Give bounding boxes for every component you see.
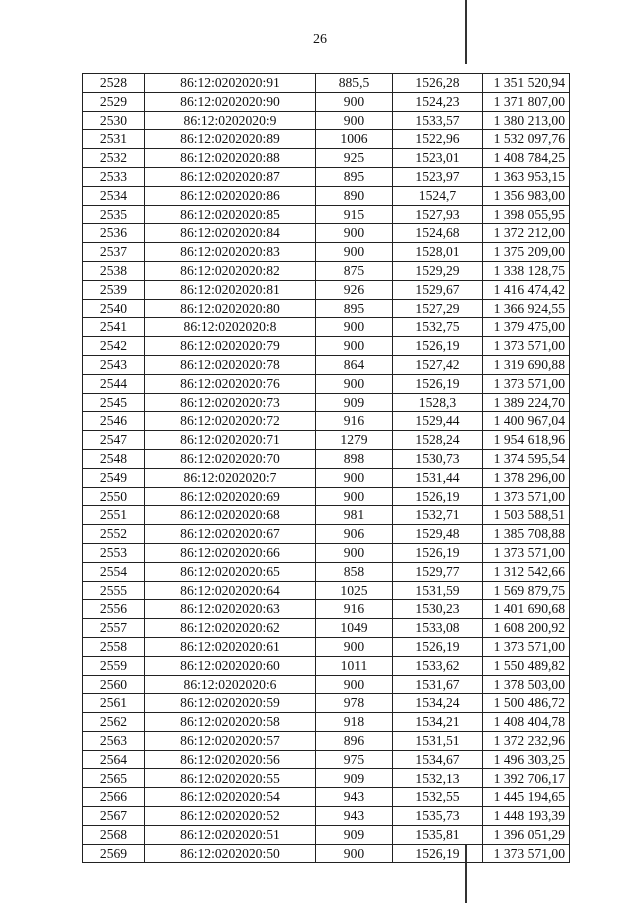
cell-sum: 1 532 097,76 [483,130,570,149]
table-row [83,149,570,168]
cell-sum: 1 385 708,88 [483,525,570,544]
cell-area: 918 [316,713,393,732]
cell-area: 978 [316,694,393,713]
cell-sum: 1 445 194,65 [483,788,570,807]
cell-rate: 1532,13 [393,769,483,788]
cell-row-number: 2532 [83,149,145,168]
cell-area: 900 [316,637,393,656]
cell-cadastral-number: 86:12:0202020:89 [145,130,316,149]
cell-row-number: 2530 [83,111,145,130]
table-row [83,337,570,356]
cell-rate: 1531,51 [393,731,483,750]
cell-row-number: 2562 [83,713,145,732]
cell-area: 1025 [316,581,393,600]
cell-row-number: 2567 [83,807,145,826]
cell-cadastral-number: 86:12:0202020:51 [145,825,316,844]
cell-rate: 1522,96 [393,130,483,149]
cell-cadastral-number: 86:12:0202020:58 [145,713,316,732]
cell-rate: 1531,44 [393,468,483,487]
cell-cadastral-number: 86:12:0202020:55 [145,769,316,788]
table-row [83,261,570,280]
cell-cadastral-number: 86:12:0202020:73 [145,393,316,412]
cell-rate: 1529,77 [393,562,483,581]
cell-area: 925 [316,149,393,168]
cell-sum: 1 366 924,55 [483,299,570,318]
cell-sum: 1 372 232,96 [483,731,570,750]
cell-sum: 1 373 571,00 [483,637,570,656]
table-row [83,750,570,769]
cell-row-number: 2557 [83,619,145,638]
table-row [83,769,570,788]
cell-row-number: 2529 [83,92,145,111]
table-row [83,243,570,262]
cell-area: 915 [316,205,393,224]
cell-sum: 1 351 520,94 [483,74,570,93]
table-row [83,393,570,412]
cell-sum: 1 371 807,00 [483,92,570,111]
cell-cadastral-number: 86:12:0202020:8 [145,318,316,337]
cell-cadastral-number: 86:12:0202020:66 [145,543,316,562]
cell-sum: 1 373 571,00 [483,374,570,393]
cell-row-number: 2542 [83,337,145,356]
cell-rate: 1529,29 [393,261,483,280]
cell-rate: 1528,01 [393,243,483,262]
cell-cadastral-number: 86:12:0202020:67 [145,525,316,544]
table-row [83,619,570,638]
cell-area: 900 [316,487,393,506]
table-row [83,355,570,374]
cell-cadastral-number: 86:12:0202020:70 [145,449,316,468]
cell-sum: 1 500 486,72 [483,694,570,713]
cell-area: 898 [316,449,393,468]
cell-cadastral-number: 86:12:0202020:78 [145,355,316,374]
table-row [83,731,570,750]
cell-rate: 1524,7 [393,186,483,205]
table-row [83,318,570,337]
cell-sum: 1 496 303,25 [483,750,570,769]
cell-cadastral-number: 86:12:0202020:69 [145,487,316,506]
cell-sum: 1 374 595,54 [483,449,570,468]
cell-cadastral-number: 86:12:0202020:79 [145,337,316,356]
cell-area: 1279 [316,431,393,450]
cell-rate: 1532,75 [393,318,483,337]
table-row [83,825,570,844]
cell-rate: 1526,19 [393,374,483,393]
cell-cadastral-number: 86:12:0202020:80 [145,299,316,318]
cell-area: 916 [316,412,393,431]
table-row [83,280,570,299]
cell-cadastral-number: 86:12:0202020:59 [145,694,316,713]
cell-row-number: 2560 [83,675,145,694]
table-row [83,431,570,450]
cell-rate: 1524,23 [393,92,483,111]
cell-sum: 1 380 213,00 [483,111,570,130]
cell-area: 900 [316,92,393,111]
page-number: 26 [313,32,327,47]
cell-sum: 1 373 571,00 [483,543,570,562]
table-row [83,374,570,393]
cell-rate: 1531,67 [393,675,483,694]
cell-sum: 1 338 128,75 [483,261,570,280]
table-row [83,525,570,544]
table-row [83,581,570,600]
cell-cadastral-number: 86:12:0202020:62 [145,619,316,638]
cell-row-number: 2558 [83,637,145,656]
table-row [83,224,570,243]
cell-rate: 1527,42 [393,355,483,374]
cell-row-number: 2564 [83,750,145,769]
cell-sum: 1 356 983,00 [483,186,570,205]
cell-area: 1011 [316,656,393,675]
table-row [83,92,570,111]
cell-rate: 1523,97 [393,167,483,186]
cell-area: 900 [316,111,393,130]
cell-cadastral-number: 86:12:0202020:68 [145,506,316,525]
cell-area: 909 [316,393,393,412]
cell-row-number: 2541 [83,318,145,337]
cell-rate: 1534,24 [393,694,483,713]
cell-cadastral-number: 86:12:0202020:90 [145,92,316,111]
table-row [83,299,570,318]
cell-area: 909 [316,769,393,788]
cell-row-number: 2551 [83,506,145,525]
table-row [83,675,570,694]
cell-cadastral-number: 86:12:0202020:81 [145,280,316,299]
cell-area: 896 [316,731,393,750]
cell-rate: 1532,55 [393,788,483,807]
cell-cadastral-number: 86:12:0202020:86 [145,186,316,205]
table-row [83,694,570,713]
cell-row-number: 2548 [83,449,145,468]
cell-area: 900 [316,224,393,243]
cell-area: 875 [316,261,393,280]
cell-area: 864 [316,355,393,374]
cell-rate: 1532,71 [393,506,483,525]
cell-rate: 1528,24 [393,431,483,450]
cell-row-number: 2537 [83,243,145,262]
cell-cadastral-number: 86:12:0202020:63 [145,600,316,619]
cell-row-number: 2561 [83,694,145,713]
cell-rate: 1526,19 [393,487,483,506]
cell-area: 900 [316,243,393,262]
table-row [83,600,570,619]
cell-cadastral-number: 86:12:0202020:54 [145,788,316,807]
cell-rate: 1527,29 [393,299,483,318]
cell-cadastral-number: 86:12:0202020:88 [145,149,316,168]
cell-area: 900 [316,844,393,863]
table-row [83,468,570,487]
cell-rate: 1533,62 [393,656,483,675]
cell-cadastral-number: 86:12:0202020:7 [145,468,316,487]
cell-rate: 1528,3 [393,393,483,412]
cell-sum: 1 550 489,82 [483,656,570,675]
cell-area: 895 [316,167,393,186]
cell-row-number: 2536 [83,224,145,243]
cell-sum: 1 379 475,00 [483,318,570,337]
table-row [83,807,570,826]
cell-row-number: 2546 [83,412,145,431]
cell-rate: 1529,44 [393,412,483,431]
table-row [83,487,570,506]
cell-rate: 1530,73 [393,449,483,468]
cell-area: 1049 [316,619,393,638]
cell-rate: 1526,28 [393,74,483,93]
cell-rate: 1529,48 [393,525,483,544]
cell-area: 900 [316,468,393,487]
cell-sum: 1 375 209,00 [483,243,570,262]
cell-cadastral-number: 86:12:0202020:6 [145,675,316,694]
cell-row-number: 2556 [83,600,145,619]
cell-sum: 1 608 200,92 [483,619,570,638]
cell-cadastral-number: 86:12:0202020:84 [145,224,316,243]
cell-cadastral-number: 86:12:0202020:87 [145,167,316,186]
cell-rate: 1535,73 [393,807,483,826]
cell-row-number: 2549 [83,468,145,487]
table-row [83,412,570,431]
cell-area: 885,5 [316,74,393,93]
table-row [83,543,570,562]
cell-cadastral-number: 86:12:0202020:83 [145,243,316,262]
cell-row-number: 2554 [83,562,145,581]
cell-row-number: 2563 [83,731,145,750]
cell-area: 890 [316,186,393,205]
cell-area: 981 [316,506,393,525]
cell-row-number: 2559 [83,656,145,675]
table-row [83,74,570,93]
table-row [83,713,570,732]
cell-row-number: 2545 [83,393,145,412]
cell-rate: 1534,67 [393,750,483,769]
cell-rate: 1530,23 [393,600,483,619]
cell-row-number: 2531 [83,130,145,149]
cell-area: 909 [316,825,393,844]
cell-rate: 1533,57 [393,111,483,130]
cell-area: 900 [316,675,393,694]
table-row [83,111,570,130]
cell-cadastral-number: 86:12:0202020:57 [145,731,316,750]
cell-area: 900 [316,374,393,393]
cell-area: 858 [316,562,393,581]
cell-row-number: 2538 [83,261,145,280]
cell-row-number: 2550 [83,487,145,506]
cell-rate: 1531,59 [393,581,483,600]
cell-sum: 1 373 571,00 [483,487,570,506]
cell-row-number: 2544 [83,374,145,393]
cell-cadastral-number: 86:12:0202020:52 [145,807,316,826]
cell-sum: 1 378 503,00 [483,675,570,694]
cell-rate: 1529,67 [393,280,483,299]
cell-sum: 1 503 588,51 [483,506,570,525]
cell-sum: 1 569 879,75 [483,581,570,600]
cell-sum: 1 954 618,96 [483,431,570,450]
table-row [83,130,570,149]
cell-rate: 1526,19 [393,337,483,356]
cell-rate: 1534,21 [393,713,483,732]
cell-sum: 1 416 474,42 [483,280,570,299]
cell-sum: 1 400 967,04 [483,412,570,431]
cell-cadastral-number: 86:12:0202020:60 [145,656,316,675]
cell-area: 1006 [316,130,393,149]
cell-rate: 1526,19 [393,543,483,562]
cell-rate: 1527,93 [393,205,483,224]
cell-cadastral-number: 86:12:0202020:61 [145,637,316,656]
cell-sum: 1 392 706,17 [483,769,570,788]
cell-cadastral-number: 86:12:0202020:64 [145,581,316,600]
cell-cadastral-number: 86:12:0202020:65 [145,562,316,581]
cell-row-number: 2552 [83,525,145,544]
cell-area: 900 [316,318,393,337]
cell-row-number: 2569 [83,844,145,863]
cell-sum: 1 373 571,00 [483,337,570,356]
cell-area: 926 [316,280,393,299]
cell-sum: 1 373 571,00 [483,844,570,863]
table-body [83,74,570,863]
cell-sum: 1 312 542,66 [483,562,570,581]
cell-sum: 1 448 193,39 [483,807,570,826]
cell-area: 943 [316,807,393,826]
cell-cadastral-number: 86:12:0202020:72 [145,412,316,431]
cell-rate: 1535,81 [393,825,483,844]
cell-cadastral-number: 86:12:0202020:82 [145,261,316,280]
cadastral-table [82,73,570,863]
cell-area: 916 [316,600,393,619]
table-row [83,788,570,807]
cell-row-number: 2540 [83,299,145,318]
table-row [83,205,570,224]
cell-row-number: 2543 [83,355,145,374]
cell-sum: 1 389 224,70 [483,393,570,412]
cell-rate: 1533,08 [393,619,483,638]
cell-cadastral-number: 86:12:0202020:9 [145,111,316,130]
cell-row-number: 2539 [83,280,145,299]
cell-cadastral-number: 86:12:0202020:71 [145,431,316,450]
cell-sum: 1 408 784,25 [483,149,570,168]
table-row [83,506,570,525]
cell-area: 975 [316,750,393,769]
cell-sum: 1 372 212,00 [483,224,570,243]
table-row [83,844,570,863]
cell-area: 900 [316,543,393,562]
cell-cadastral-number: 86:12:0202020:91 [145,74,316,93]
table-row [83,449,570,468]
cell-sum: 1 398 055,95 [483,205,570,224]
cell-area: 906 [316,525,393,544]
cell-rate: 1524,68 [393,224,483,243]
cell-row-number: 2565 [83,769,145,788]
cell-rate: 1523,01 [393,149,483,168]
table-row [83,656,570,675]
cell-sum: 1 319 690,88 [483,355,570,374]
cell-row-number: 2535 [83,205,145,224]
cell-cadastral-number: 86:12:0202020:50 [145,844,316,863]
cell-cadastral-number: 86:12:0202020:56 [145,750,316,769]
cell-row-number: 2534 [83,186,145,205]
table-row [83,167,570,186]
table-row [83,562,570,581]
cell-sum: 1 401 690,68 [483,600,570,619]
cell-row-number: 2555 [83,581,145,600]
cell-row-number: 2528 [83,74,145,93]
cell-row-number: 2566 [83,788,145,807]
cell-row-number: 2568 [83,825,145,844]
cell-cadastral-number: 86:12:0202020:85 [145,205,316,224]
cell-area: 943 [316,788,393,807]
cell-row-number: 2533 [83,167,145,186]
cell-sum: 1 408 404,78 [483,713,570,732]
cell-sum: 1 378 296,00 [483,468,570,487]
cell-rate: 1526,19 [393,637,483,656]
table-row [83,186,570,205]
cell-area: 895 [316,299,393,318]
cell-row-number: 2553 [83,543,145,562]
cell-cadastral-number: 86:12:0202020:76 [145,374,316,393]
table-row [83,637,570,656]
cell-area: 900 [316,337,393,356]
cell-sum: 1 396 051,29 [483,825,570,844]
cell-sum: 1 363 953,15 [483,167,570,186]
cell-row-number: 2547 [83,431,145,450]
cell-rate: 1526,19 [393,844,483,863]
